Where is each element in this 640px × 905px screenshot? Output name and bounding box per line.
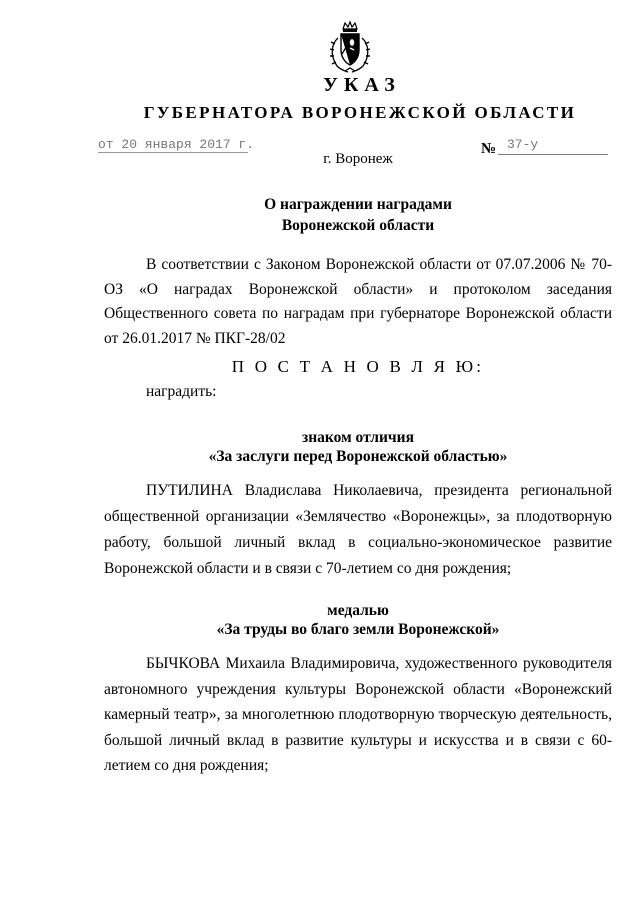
- subject-line-1: О награждении наградами: [264, 196, 452, 213]
- doc-subtitle: ГУБЕРНАТОРА ВОРОНЕЖСКОЙ ОБЛАСТИ: [143, 103, 577, 122]
- award-name: «За заслуги перед Воронежской областью»: [208, 448, 508, 465]
- city: г. Воронеж: [323, 151, 393, 167]
- preamble-paragraph: В соответствии с Законом Воронежской области от 07.07.2006 № 70-ОЗ «О наградах Воронежской области» и протоколом заседания Общественного совета по наградам при губернаторе Воронежской области от 26.01.2017 № ПКГ-28/02: [104, 256, 612, 347]
- decree-subject: [0, 194, 640, 236]
- award-verb: наградить:: [146, 383, 217, 400]
- award-recipient-paragraph: ПУТИЛИНА Владислава Николаевича, президента региональной общественной организации «Землячество «Воронежцы», за плодотворную работу, большой личный вклад в социально-экономическое развитие Воронежской области и в связи с 70-летием со дня рождения;: [104, 482, 612, 577]
- award-name: «За труды во благо земли Воронежской»: [216, 621, 500, 638]
- award-type: знаком отличия: [302, 429, 414, 446]
- award-heading-2: [0, 601, 640, 639]
- decree-number: 37-у: [507, 137, 539, 152]
- award-heading-1: [0, 428, 640, 466]
- decree-word: П О С Т А Н О В Л Я Ю:: [231, 357, 485, 376]
- doc-title: УКАЗ: [323, 74, 401, 96]
- award-type: медалью: [327, 602, 389, 619]
- coat-of-arms-icon: [323, 20, 377, 74]
- award-recipient-paragraph: БЫЧКОВА Михаила Владимировича, художественного руководителя автономного учреждения культуры Воронежской области «Воронежский камерный театр», за многолетнюю плодотворную творческую деятельность, большой личный вклад в развитие культуры и искусства и в связи с 60-летием со дня рождения;: [104, 655, 612, 774]
- number-label: №: [481, 141, 497, 157]
- decree-date: от 20 января 2017 г.: [98, 137, 255, 152]
- subject-line-2: Воронежской области: [281, 217, 435, 234]
